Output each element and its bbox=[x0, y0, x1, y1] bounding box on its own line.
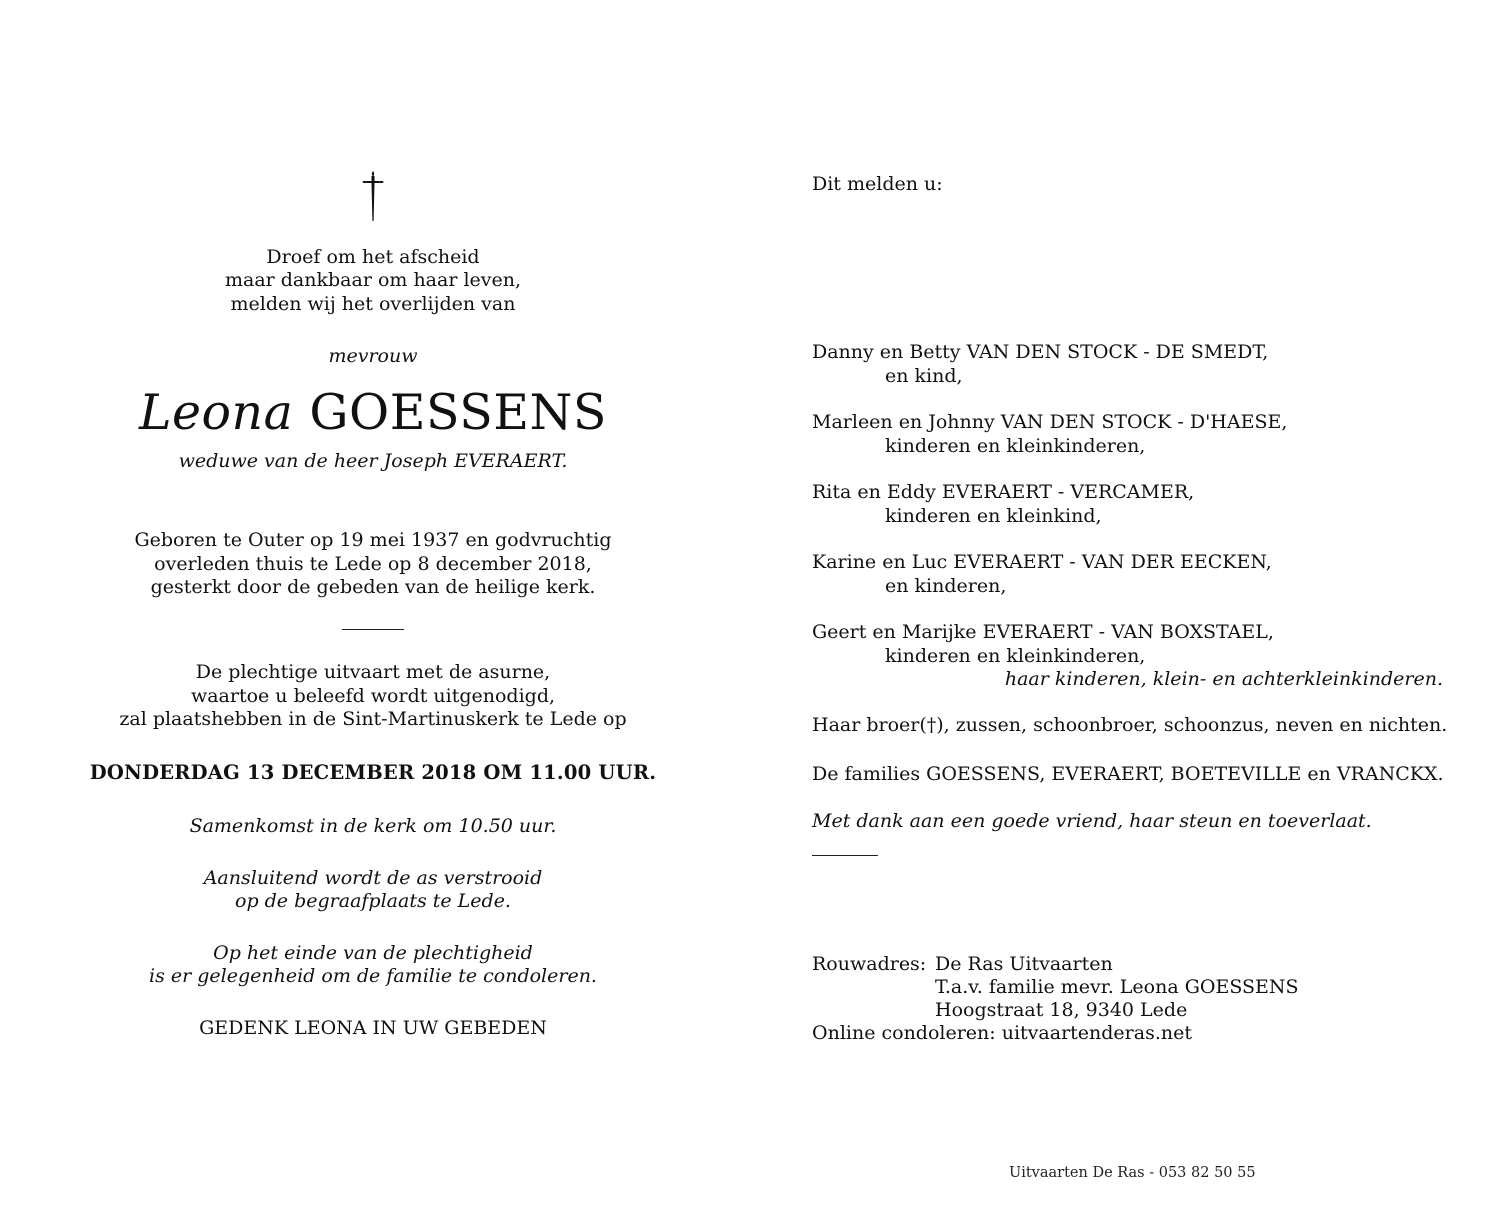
intro-line-2: maar dankbaar om haar leven, bbox=[224, 269, 522, 291]
ceremony-line-2: waartoe u beleefd wordt uitgenodigd, bbox=[190, 685, 556, 707]
condolence-line-2: is er gelegenheid om de familie te condoleren. bbox=[149, 965, 597, 987]
thanks-line: Met dank aan een goede vriend, haar steun en toeverlaat. bbox=[812, 810, 1372, 832]
family-2-sub-text: kinderen en kleinkinderen, bbox=[885, 435, 1146, 457]
family-4-name: Karine en Luc EVERAERT - VAN DER EECKEN, bbox=[812, 551, 1272, 573]
divider-left bbox=[342, 629, 404, 630]
ceremony-line-3: zal plaatshebben in de Sint-Martinuskerk te Lede op bbox=[119, 708, 627, 730]
widow-of: weduwe van de heer Joseph EVERAERT. bbox=[178, 450, 568, 472]
intro-line-1: Droef om het afscheid bbox=[266, 246, 480, 268]
address-line-3: Hoogstraat 18, 9340 Lede bbox=[935, 999, 1188, 1021]
family-2-sub bbox=[812, 435, 1145, 459]
divider-right bbox=[812, 855, 878, 856]
family-3-sub bbox=[812, 505, 1102, 529]
family-3-sub-text: kinderen en kleinkind, bbox=[885, 505, 1102, 527]
family-2-name: Marleen en Johnny VAN DEN STOCK - D'HAESE, bbox=[812, 411, 1288, 433]
latin-cross-icon bbox=[358, 170, 388, 222]
intro-line-3: melden wij het overlijden van bbox=[230, 293, 516, 315]
deceased-name bbox=[0, 385, 746, 441]
address-label: Rouwadres: bbox=[812, 953, 927, 975]
family-4-sub-text: en kinderen, bbox=[885, 575, 1007, 597]
funeral-date: DONDERDAG 13 DECEMBER 2018 OM 11.00 UUR. bbox=[89, 761, 657, 784]
extended-families-line: De families GOESSENS, EVERAERT, BOETEVILLE en VRANCKX. bbox=[812, 763, 1444, 785]
family-5-sub bbox=[812, 645, 1145, 669]
ashes-line-1: Aansluitend wordt de as verstrooid bbox=[203, 867, 543, 889]
condolence-line-1: Op het einde van de plechtigheid bbox=[213, 942, 533, 964]
family-5-name: Geert en Marijke EVERAERT - VAN BOXSTAEL, bbox=[812, 621, 1274, 643]
grandchildren-line: haar kinderen, klein- en achterkleinkinderen. bbox=[1004, 668, 1443, 690]
family-4-sub bbox=[812, 575, 1006, 599]
ceremony-line-1: De plechtige uitvaart met de asurne, bbox=[195, 661, 551, 683]
family-1-name: Danny en Betty VAN DEN STOCK - DE SMEDT, bbox=[812, 341, 1269, 363]
last-name: GOESSENS bbox=[309, 384, 607, 441]
funeral-home-footer: Uitvaarten De Ras - 053 82 50 55 bbox=[1009, 1165, 1256, 1181]
ashes-line-2: op de begraafplaats te Lede. bbox=[235, 890, 511, 912]
announce-line: Dit melden u: bbox=[812, 173, 943, 195]
online-condolence: Online condoleren: uitvaartenderas.net bbox=[812, 1022, 1192, 1044]
family-1-sub-text: en kind, bbox=[885, 365, 963, 387]
address-line-1: De Ras Uitvaarten bbox=[935, 953, 1113, 975]
born-line-3: gesterkt door de gebeden van de heilige kerk. bbox=[150, 576, 596, 598]
remember-line: GEDENK LEONA IN UW GEBEDEN bbox=[199, 1017, 547, 1039]
born-line-1: Geboren te Outer op 19 mei 1937 en godvruchtig bbox=[134, 529, 612, 551]
gathering-time: Samenkomst in de kerk om 10.50 uur. bbox=[189, 815, 557, 837]
family-1-sub bbox=[812, 365, 963, 389]
family-5-sub-text: kinderen en kleinkinderen, bbox=[885, 645, 1146, 667]
first-name: Leona bbox=[139, 384, 294, 441]
born-line-2: overleden thuis te Lede op 8 december 2018, bbox=[154, 553, 592, 575]
address-line-2: T.a.v. familie mevr. Leona GOESSENS bbox=[935, 976, 1299, 998]
honorific: mevrouw bbox=[328, 345, 418, 367]
siblings-line: Haar broer(†), zussen, schoonbroer, schoonzus, neven en nichten. bbox=[812, 714, 1448, 736]
family-3-name: Rita en Eddy EVERAERT - VERCAMER, bbox=[812, 481, 1195, 503]
